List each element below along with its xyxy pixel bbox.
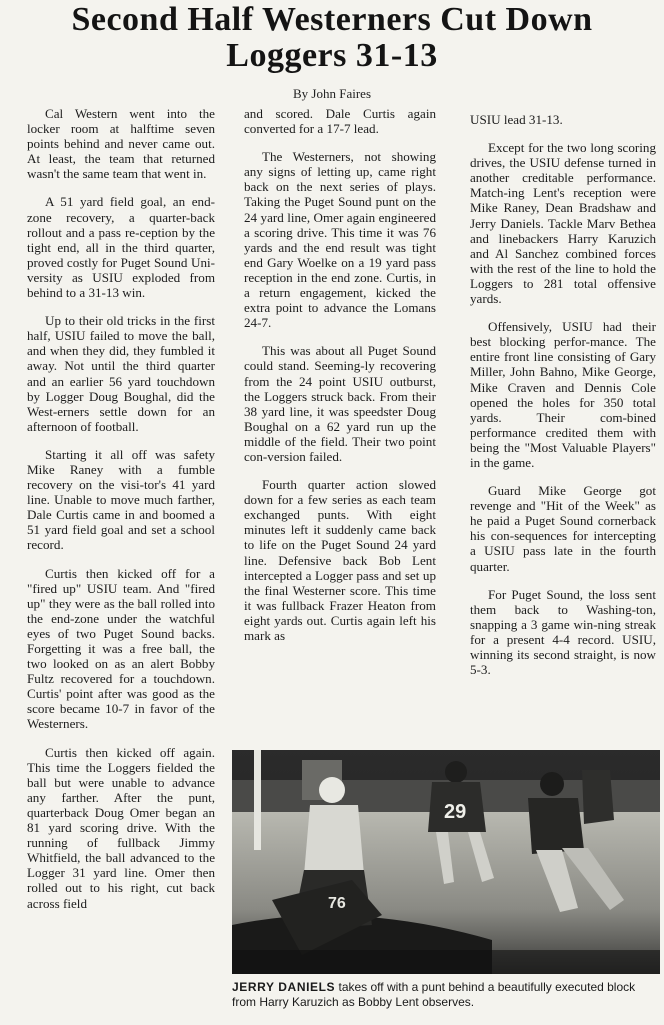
paragraph: Except for the two long scoring drives, the USIU defense turned in another creditable performance. Match-ing Lent's reception were Mike Raney, Dean Bradshaw and Jerry Daniels. Tackle Marv Bethea and linebackers Harry Karuzich and Al Sanchez combined forces with the rest of the line to hold the Loggers to 281 total offensive yards.: [470, 140, 656, 307]
paragraph: Curtis then kicked off again. This time the Loggers fielded the ball but were unable to advance any farther. After the punt, quarterback Doug Omer began an 81 yard scoring drive. With the running of fullback Jimmy Whitfield, the ball advanced to the Logger 31 yard line. Omer then rolled out to his right, cut back across field: [27, 744, 215, 911]
headline-line-2: Loggers 31-13: [226, 37, 438, 74]
caption-name: JERRY DANIELS: [232, 980, 336, 994]
paragraph: Cal Western went into the locker room at halftime seven points behind and never came out. At least, the team that returned wasn't the same team that went in.: [27, 106, 215, 182]
paragraph: Offensively, USIU had their best blocking perfor-mance. The entire front line consisting of Gary Miller, John Bahno, Mike George, Mike Craven and Dennis Cole opened the holes for 350 total yards. Their com-bined performance credited them with being the "Most Valuable Players" in the game.: [470, 319, 656, 470]
jersey-number: 29: [444, 801, 467, 823]
jersey-number: 76: [328, 895, 346, 912]
paragraph: USIU lead 31-13.: [470, 112, 563, 127]
byline: By John Faires: [293, 86, 371, 101]
headline-line-1: Second Half Westerners Cut Down: [71, 1, 593, 38]
article-column-3: [470, 112, 656, 690]
paragraph: Starting it all off was safety Mike Raney with a fumble recovery on the visi-tor's 41 yard line. Unable to move much farther, Dale Curtis came in and boomed a 51 yard field goal and set a school record.: [27, 446, 215, 553]
paragraph: Curtis then kicked off for a "fired up" USIU team. And "fired up" they were as the ball rolled into the end-zone under the watchful eyes of two Puget Sound backs. Forgetting it was a free ball, the two looked on as an alert Bobby Fultz recovered for a touchdown. Curtis' point after was good as the score became 10-7 in favor of the Westerners.: [27, 565, 215, 732]
paragraph: Guard Mike George got revenge and "Hit of the Week" as he paid a Puget Sound cornerback his con-sequences for intercepting a USIU pass late in the fourth quarter.: [470, 483, 656, 574]
paragraph: The Westerners, not showing any signs of letting up, came right back on the next series of plays. Taking the Puget Sound punt on the 24 yard line, Omer again engineered a scoring drive. This time it was 76 yards and the end result was tight end Gary Woelke on a 19 yard pass reception in the end zone. Curtis, in a return engagement, kicked the extra point to advance the Lomans 24-7.: [244, 149, 436, 331]
paragraph: This was about all Puget Sound could stand. Seeming-ly recovering from the 24 point USIU outburst, the Loggers struck back. From their 38 yard line, it was speedster Doug Boughal on a 62 yard run up the middle of the field. Their two point con-version failed.: [244, 343, 436, 464]
paragraph: and scored. Dale Curtis again converted for a 17-7 lead.: [244, 106, 436, 137]
caption-text: takes off with a punt behind a beautifully executed block from Harry Karuzich as Bobby Lent observes.: [232, 980, 636, 1009]
photo-caption: [232, 980, 662, 1010]
article-column-1: [27, 106, 215, 924]
paragraph: Up to their old tricks in the first half, USIU failed to move the ball, and when they did, they fumbled it away. Not until the third quarter and an earlier 56 yard touchdown by Logger Doug Boughal, did the West-erners settle down for an afternoon of football.: [27, 313, 215, 434]
paragraph: For Puget Sound, the loss sent them back to Washing-ton, snapping a 3 game win-ning streak for a present 4-4 record. USIU, winning its second straight, is now 5-3.: [470, 586, 656, 678]
article-column-2: [244, 106, 436, 656]
paragraph: A 51 yard field goal, an end-zone recovery, a quarter-back rollout and a pass re-ception by the tight end, all in the third quarter, proved costly for Puget Sound Uni-versity as USIU exploded from behind to a 31-13 win.: [27, 194, 215, 301]
football-photo-image: [232, 750, 660, 974]
paragraph: Fourth quarter action slowed down for a few series as each team exchanged punts. With eight minutes left it suddenly came back to life on the Puget Sound 24 yard line. Defensive back Bob Lent intercepted a Logger pass and set up the final Westerner score. This time it was fullback Frazer Heaton from eight yards out. Curtis again left his mark as: [244, 477, 436, 643]
football-photo: [232, 750, 660, 974]
